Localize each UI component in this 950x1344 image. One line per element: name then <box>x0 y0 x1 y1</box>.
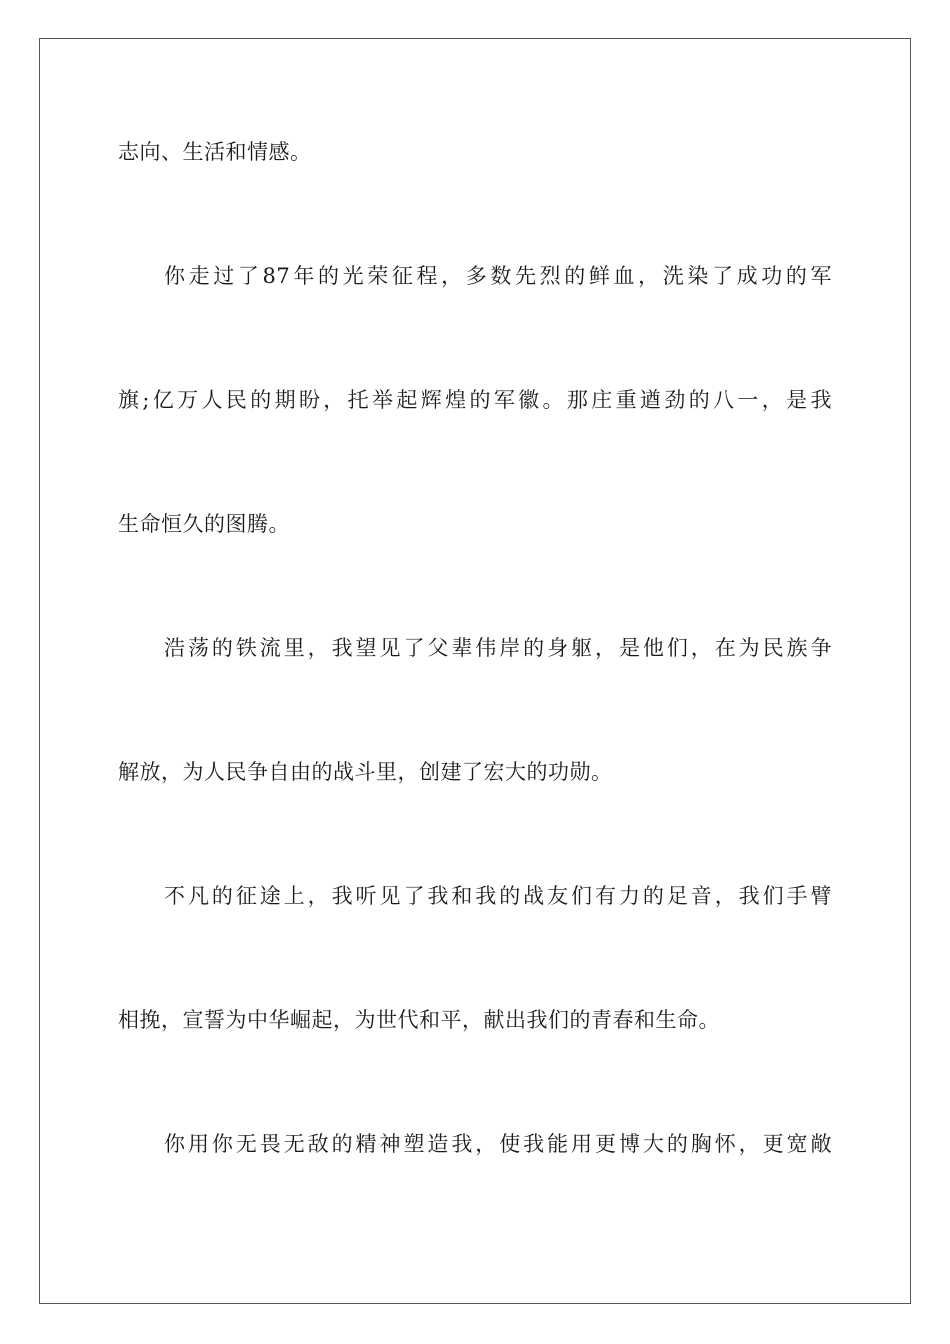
paragraph-3-line-2: 相挽，宣誓为中华崛起，为世代和平，献出我们的青春和生命。 <box>118 1008 720 1032</box>
paragraph-3-line-1: 不凡的征途上，我听见了我和我的战友们有力的足音，我们手臂 <box>164 884 832 908</box>
paragraph-2-line-2: 解放，为人民争自由的战斗里，创建了宏大的功勋。 <box>118 760 613 784</box>
paragraph-2-line-1: 浩荡的铁流里，我望见了父辈伟岸的身躯，是他们，在为民族争 <box>164 636 832 660</box>
page-border <box>39 38 911 1304</box>
text-line-1: 志向、生活和情感。 <box>118 140 312 164</box>
paragraph-1-line-2: 旗;亿万人民的期盼，托举起辉煌的军徽。那庄重遒劲的八一，是我 <box>118 388 832 412</box>
paragraph-1-line-3: 生命恒久的图腾。 <box>118 512 290 536</box>
paragraph-1-line-1: 你走过了87年的光荣征程，多数先烈的鲜血，洗染了成功的军 <box>164 264 832 288</box>
paragraph-4-line-1: 你用你无畏无敌的精神塑造我，使我能用更博大的胸怀，更宽敞 <box>164 1132 832 1156</box>
